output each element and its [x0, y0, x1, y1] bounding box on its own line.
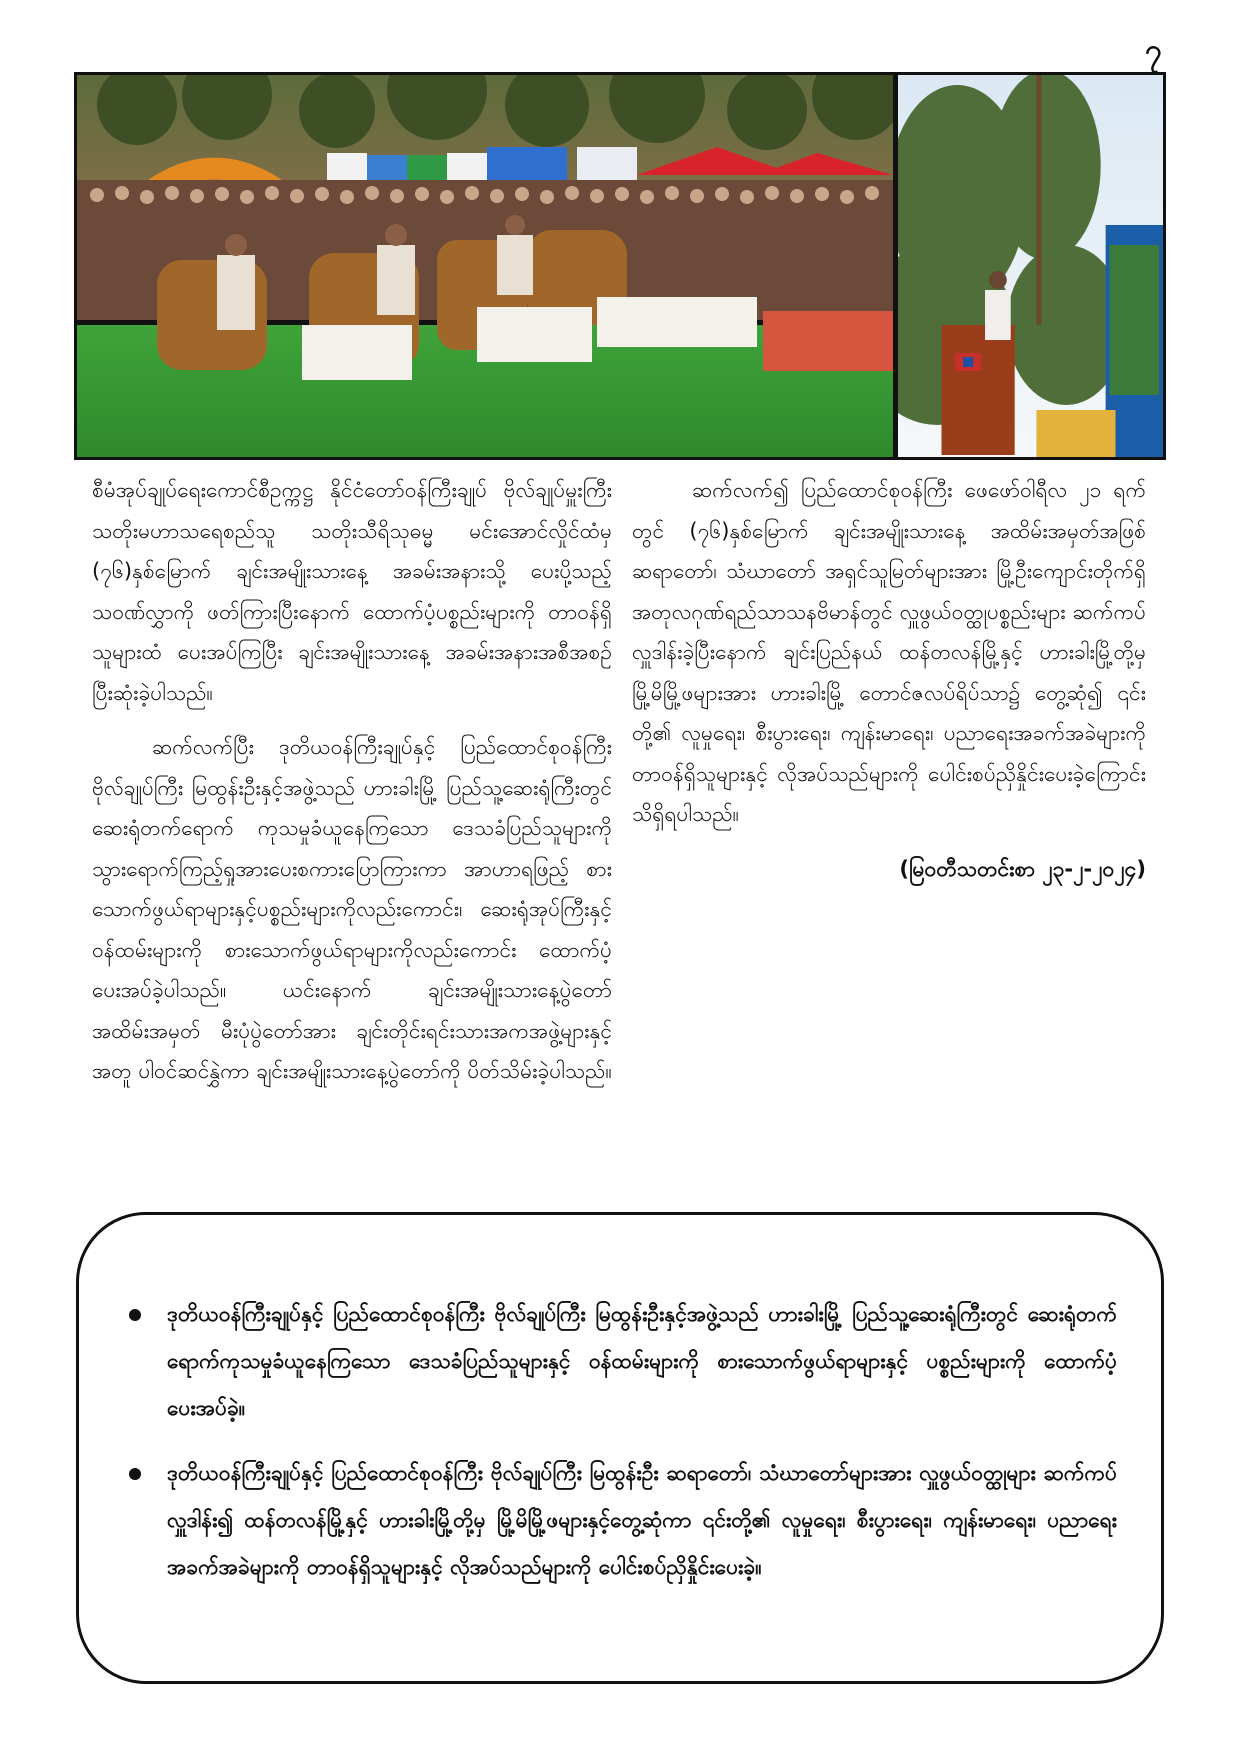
bullet-icon: [129, 1309, 141, 1321]
summary-item: [123, 1450, 1117, 1591]
summary-item-text: ဒုတိယဝန်ကြီးချုပ်နှင့် ပြည်ထောင်စုဝန်ကြီး ဗိုလ်ချုပ်ကြီး မြထွန်းဦးနှင့်အဖွဲ့သည် ဟားခါးမြို့ ပြည်သူ့ဆေးရုံကြီးတွင် ဆေးရုံတက်ရောက်ကုသမှုခံယူနေကြသော ဒေသခံပြည်သူများနှင့် ဝန်ထမ်းများကို စားသောက်ဖွယ်ရာများနှင့် ပစ္စည်းများကို ထောက်ပံ့ပေးအပ်ခဲ့။: [167, 1302, 1117, 1420]
news-source: (မြဝတီသတင်းစာ ၂၃-၂-၂၀၂၄): [899, 856, 1146, 881]
left-paragraph-1: စီမံအုပ်ချုပ်ရေးကောင်စီဥက္ကဋ္ဌ နိုင်ငံတော်ဝန်ကြီးချုပ် ဗိုလ်ချုပ်မှူးကြီး သတိုးမဟာသရေစည်သူ သတိုးသီရိသုဓမ္မ မင်းအောင်လှိုင်ထံမှ (၇၆)နှစ်မြောက် ချင်းအမျိုးသားနေ့ အခမ်းအနားသို့ ပေးပို့သည့် သဝဏ်လွှာကို ဖတ်ကြားပြီးနောက် ထောက်ပံ့ပစ္စည်းများကို တာဝန်ရှိသူများထံ ပေးအပ်ကြပြီး ချင်းအမျိုးသားနေ့ အခမ်းအနားအစီအစဉ် ပြီးဆုံးခဲ့ပါသည်။: [92, 478, 612, 705]
left-paragraph-2: ဆက်လက်ပြီး ဒုတိယဝန်ကြီးချုပ်နှင့် ပြည်ထောင်စုဝန်ကြီး ဗိုလ်ချုပ်ကြီး မြထွန်းဦးနှင့်အဖွဲ့သည် ဟားခါးမြို့ ပြည်သူ့ဆေးရုံကြီးတွင် ဆေးရုံတက်ရောက် ကုသမှုခံယူနေကြသော ဒေသခံပြည်သူများကို သွားရောက်ကြည့်ရှုအားပေးစကားပြောကြားကာ အာဟာရဖြည့် စားသောက်ဖွယ်ရာများနှင့်ပစ္စည်းများကိုလည်းကောင်း၊ ဆေးရုံအုပ်ကြီးနှင့် ဝန်ထမ်းများကို စားသောက်ဖွယ်ရာများကိုလည်းကောင်း ထောက်ပံ့ပေးအပ်ခဲ့ပါသည်။ ယင်းနောက် ချင်းအမျိုးသားနေ့ပွဲတော်အထိမ်းအမှတ် မီးပုံပွဲတော်အား ချင်းတိုင်းရင်းသားအကအဖွဲ့များနှင့်အတူ ပါဝင်ဆင်နွှဲကာ ချင်းအမျိုးသားနေ့ပွဲတော်ကို ပိတ်သိမ်းခဲ့ပါသည်။: [92, 735, 612, 1083]
summary-item-text: ဒုတိယဝန်ကြီးချုပ်နှင့် ပြည်ထောင်စုဝန်ကြီး ဗိုလ်ချုပ်ကြီး မြထွန်းဦး ဆရာတော်၊ သံဃာတော်များအား လှူဖွယ်ဝတ္ထုများ ဆက်ကပ်လှူဒါန်း၍ ထန်တလန်မြို့နှင့် ဟားခါးမြို့တို့မှ မြို့မိမြို့ဖများနှင့်တွေ့ဆုံကာ ၎င်းတို့၏ လူမှုရေး၊ စီးပွားရေး၊ ကျန်းမာရေး၊ ပညာရေးအခက်အခဲများကို တာဝန်ရှိသူများနှင့် လိုအပ်သည်များကို ပေါင်းစပ်ညှိနှိုင်းပေးခဲ့။: [167, 1461, 1117, 1579]
summary-list: [123, 1291, 1117, 1591]
right-paragraph-1: ဆက်လက်၍ ပြည်ထောင်စုဝန်ကြီး ဖေဖော်ဝါရီလ ၂၁ ရက်တွင် (၇၆)နှစ်မြောက် ချင်းအမျိုးသားနေ့ အထိမ်းအမှတ်အဖြစ် ဆရာတော်၊ သံဃာတော် အရှင်သူမြတ်များအား မြို့ဦးကျောင်းတိုက်ရှိ အတုလဂုဏ်ရည်သာသနဗိမာန်တွင် လှူဖွယ်ဝတ္ထုပစ္စည်းများ ဆက်ကပ်လှူဒါန်းခဲ့ပြီးနောက် ချင်းပြည်နယ် ထန်တလန်မြို့နှင့် ဟားခါးမြို့တို့မှ မြို့မိမြို့ဖများအား ဟားခါးမြို့ တောင်ဇလပ်ရိပ်သာ၌ တွေ့ဆုံ၍ ၎င်းတို့၏ လူမှုရေး၊ စီးပွားရေး၊ ကျန်းမာရေး၊ ပညာရေးအခက်အခဲများကို တာဝန်ရှိသူများနှင့် လိုအပ်သည်များကို ပေါင်းစပ်ညှိနှိုင်းပေးခဲ့ကြောင်းသိရှိရပါသည်။: [632, 478, 1146, 826]
page-number: ၇: [1145, 33, 1162, 68]
summary-item: [123, 1291, 1117, 1432]
speech-photo-image: [898, 75, 1163, 457]
photo-strip: [74, 72, 1166, 460]
ceremony-photo: [77, 75, 893, 457]
speech-photo: [898, 75, 1163, 457]
bullet-icon: [129, 1468, 141, 1480]
article-left-column: [92, 470, 612, 1106]
article-right-column: [632, 470, 1146, 889]
ceremony-photo-image: [77, 75, 893, 457]
summary-box: [76, 1212, 1164, 1684]
